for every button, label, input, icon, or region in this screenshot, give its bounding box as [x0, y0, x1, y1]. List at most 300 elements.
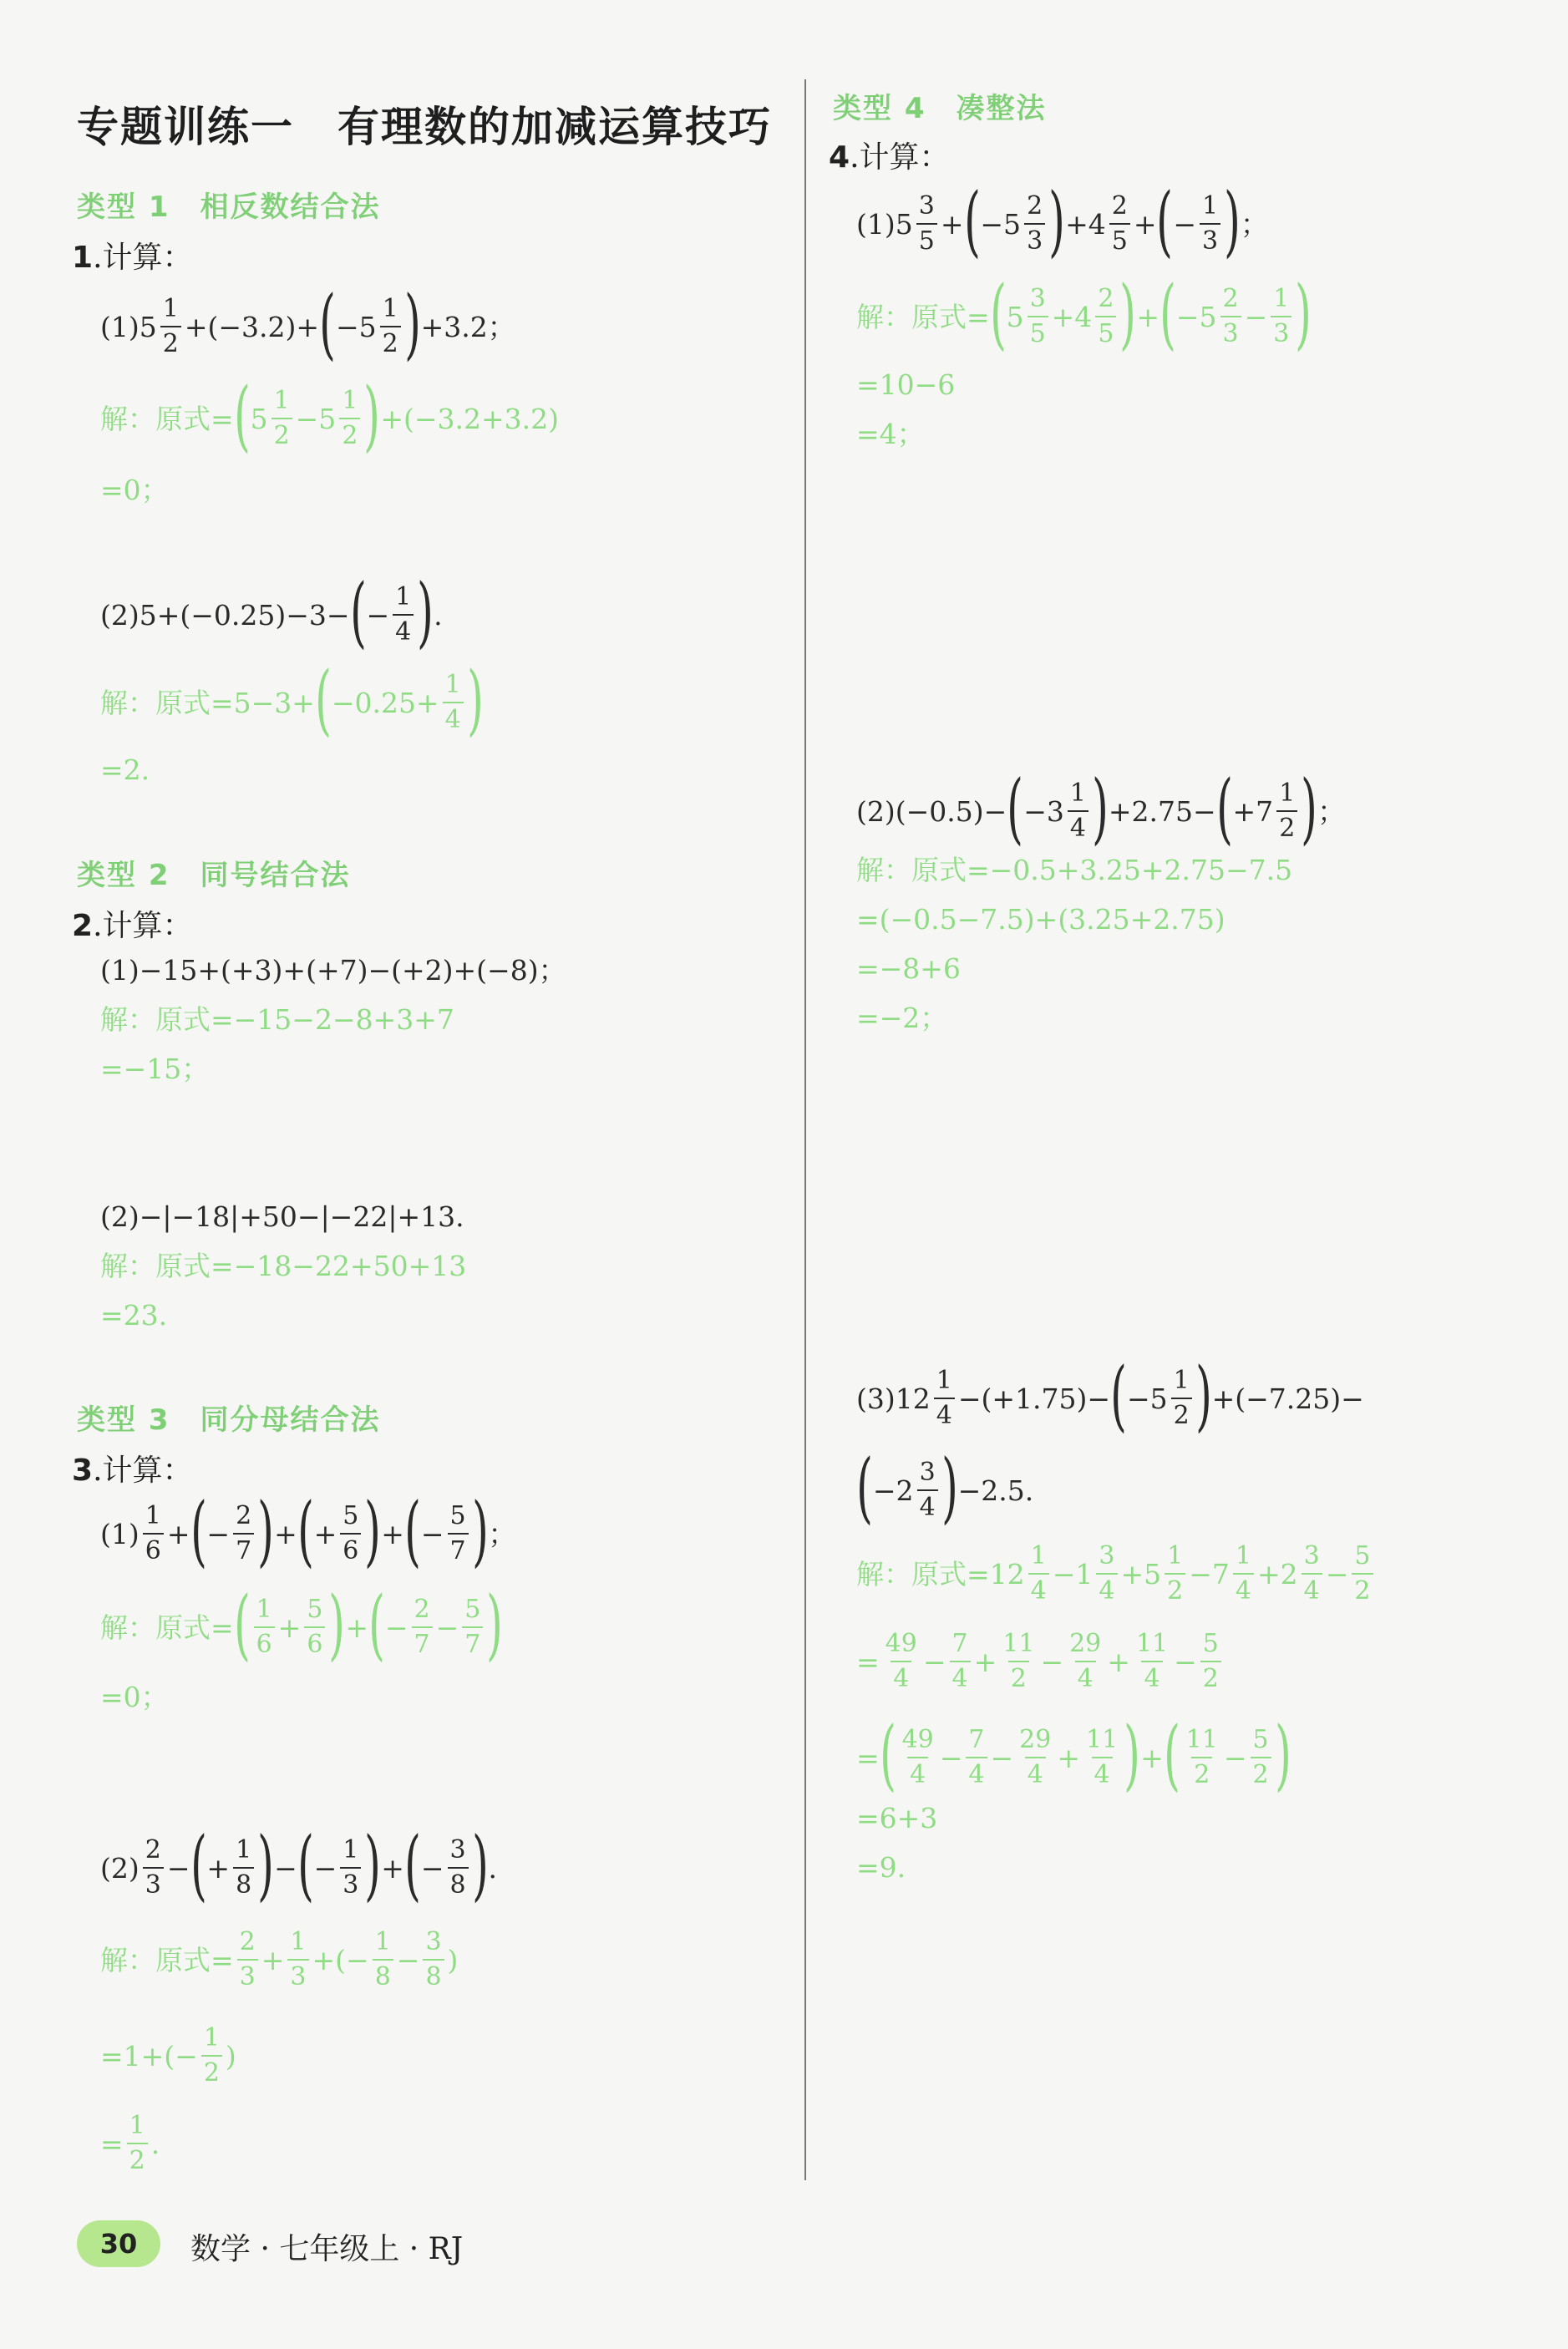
fraction [304, 1597, 325, 1657]
fraction [1109, 191, 1130, 256]
numerator: 3 [918, 191, 935, 221]
numerator: 1 [444, 670, 461, 699]
problem-text: − [420, 1517, 444, 1550]
left-paren: ( [349, 567, 367, 657]
fraction [233, 1501, 254, 1565]
fraction [1096, 1541, 1117, 1606]
denominator: 2 [160, 326, 181, 357]
question-prompt: .计算： [850, 140, 950, 175]
fraction [1251, 1725, 1271, 1789]
denominator: 2 [1251, 1757, 1271, 1788]
question-3-heading [72, 1447, 193, 1489]
solution-text: + [345, 1611, 368, 1644]
problem-text: −5 [1126, 1382, 1168, 1415]
denominator: 2 [1008, 1661, 1029, 1692]
solution-text: − [990, 1741, 1014, 1774]
problem-text: + [940, 207, 964, 241]
solution-text: = [100, 2127, 124, 2160]
problem-text: − [206, 1517, 231, 1550]
numerator: 5 [449, 1501, 466, 1530]
denominator: 5 [916, 223, 937, 254]
solution-text: + [277, 1611, 302, 1644]
denominator: 2 [1191, 1757, 1212, 1788]
right-paren: ) [1301, 764, 1318, 853]
fraction [917, 1460, 938, 1520]
problem-text: ； [1317, 794, 1346, 828]
solution-text: 解：原式=12 [856, 1557, 1025, 1591]
fraction [1271, 284, 1291, 348]
solution-2-1-step-2: =−15； [100, 1053, 210, 1085]
solution-text: − [1325, 1557, 1349, 1591]
problem-text: +7 [1232, 794, 1274, 828]
problem-3-1 [100, 1486, 516, 1575]
solution-2-1-step-1: 解：原式=−15−2−8+3+7 [100, 1003, 454, 1036]
problem-text: − [366, 598, 390, 632]
problem-2-2: (2)−|−18|+50−|−22|+13. [100, 1200, 464, 1233]
solution-text: − [939, 1741, 963, 1774]
denominator: 2 [339, 418, 360, 449]
solution-1-1-step-1 [100, 371, 559, 460]
solution-1-2-step-2: =2. [100, 753, 150, 786]
problem-text: + [1133, 207, 1157, 241]
denominator: 4 [1028, 1573, 1049, 1604]
denominator: 2 [1352, 1573, 1373, 1604]
solution-text: +(− [312, 1943, 369, 1976]
problem-text: −5 [980, 207, 1022, 241]
section-type-4: 类型 4 凑整法 [833, 92, 1047, 125]
numerator: 2 [1111, 191, 1128, 221]
numerator: 5 [343, 1501, 359, 1530]
problem-text: − [420, 1851, 444, 1885]
numerator: 1 [203, 2023, 220, 2052]
numerator: 29 [1069, 1629, 1102, 1658]
right-paren: ) [466, 655, 484, 744]
problem-text: +(−3.2)+ [184, 310, 320, 343]
question-prompt: .计算： [93, 241, 193, 275]
problem-text: ； [488, 1517, 516, 1550]
right-paren: ) [257, 1486, 274, 1575]
section-type-1: 类型 1 相反数结合法 [77, 190, 381, 224]
problem-1-2 [100, 567, 443, 657]
solution-4-3-step-1 [856, 1541, 1377, 1606]
solution-text: 解：原式=5−3+ [100, 686, 315, 719]
problem-text: −3 [1023, 794, 1064, 828]
denominator: 4 [917, 1489, 938, 1520]
left-paren: ( [1156, 176, 1174, 266]
denominator: 4 [1302, 1573, 1322, 1604]
fraction [380, 294, 401, 358]
denominator: 7 [448, 1533, 469, 1564]
problem-text: + [313, 1517, 337, 1550]
fraction [1028, 284, 1048, 348]
problem-text: + [274, 1517, 297, 1550]
fraction [1028, 1541, 1049, 1606]
right-paren: ) [403, 279, 421, 368]
solution-text: −5 [1175, 300, 1217, 333]
fraction [1067, 1631, 1104, 1692]
solution-text: + [1140, 1741, 1164, 1774]
solution-text: −5 [295, 402, 337, 435]
solution-text: − [1223, 1741, 1247, 1774]
fraction [448, 1835, 469, 1900]
problem-text: +(−7.25)− [1211, 1382, 1364, 1415]
numerator: 1 [936, 1366, 952, 1395]
solution-text: 5 [250, 402, 268, 435]
left-paren: ( [963, 176, 981, 266]
numerator: 1 [1167, 1541, 1184, 1570]
page-title: 专题训练一 有理数的加减运算技巧 [77, 102, 772, 151]
denominator: 6 [304, 1626, 325, 1657]
problem-1-1 [100, 279, 515, 368]
solution-text: − [396, 1943, 420, 1976]
fraction [900, 1725, 936, 1789]
problem-text: −5 [335, 310, 377, 343]
problem-text: . [488, 1851, 497, 1885]
denominator: 3 [340, 1867, 361, 1898]
solution-4-2-step-3: =−8+6 [856, 952, 961, 985]
denominator: 3 [287, 1959, 308, 1990]
left-paren: ( [233, 371, 251, 460]
numerator: 29 [1019, 1725, 1052, 1754]
numerator: 2 [1027, 191, 1043, 221]
solution-3-1-step-1 [100, 1580, 504, 1669]
numerator: 1 [1173, 1366, 1190, 1395]
problem-text: (1)5 [856, 207, 913, 241]
fraction [1095, 284, 1116, 348]
solution-text: = [856, 1741, 880, 1774]
numerator: 1 [1279, 779, 1296, 808]
problem-text: (1)5 [100, 310, 157, 343]
problem-4-2 [856, 764, 1346, 853]
problem-text: − [313, 1851, 337, 1885]
question-prompt: .计算： [93, 1454, 193, 1488]
solution-text: . [150, 2127, 160, 2160]
denominator: 3 [1024, 223, 1045, 254]
numerator: 1 [1202, 191, 1219, 221]
solution-text: + [1057, 1741, 1080, 1774]
problem-text: +3.2； [420, 310, 515, 343]
fraction [254, 1597, 275, 1657]
fraction [271, 388, 292, 449]
question-number: 2 [72, 909, 94, 943]
fraction [1171, 1368, 1192, 1428]
denominator: 8 [233, 1867, 254, 1898]
solution-text: − [1244, 300, 1268, 333]
denominator: 3 [143, 1867, 164, 1898]
fraction [340, 1835, 361, 1900]
section-type-3: 类型 3 同分母结合法 [77, 1403, 381, 1437]
fraction [201, 2023, 222, 2088]
numerator: 2 [1098, 284, 1114, 313]
numerator: 5 [1202, 1629, 1219, 1658]
denominator: 5 [1095, 316, 1116, 347]
numerator: 1 [342, 386, 358, 415]
left-paren: ( [297, 1486, 314, 1575]
section-type-2: 类型 2 同号结合法 [77, 859, 351, 892]
solution-text: + [973, 1645, 997, 1678]
fraction [966, 1725, 987, 1789]
numerator: 2 [239, 1927, 256, 1956]
right-paren: ) [486, 1580, 504, 1669]
fraction [339, 388, 360, 449]
right-paren: ) [257, 1820, 274, 1910]
right-paren: ) [417, 567, 434, 657]
numerator: 1 [343, 1835, 359, 1864]
right-paren: ) [364, 1820, 382, 1910]
left-paren: ( [856, 1443, 873, 1532]
solution-text: − [922, 1645, 946, 1678]
right-paren: ) [328, 1580, 346, 1669]
solution-4-3-step-3 [856, 1710, 1291, 1799]
right-paren: ) [1048, 176, 1065, 266]
solution-4-3-step-4: =6+3 [856, 1802, 938, 1834]
numerator: 3 [1029, 284, 1046, 313]
problem-4-3-line-2 [856, 1443, 1034, 1532]
solution-text: 5 [1006, 300, 1024, 333]
fraction [883, 1631, 920, 1692]
right-paren: ) [1224, 176, 1241, 266]
problem-2-1: (1)−15+(+3)+(+7)−(+2)+(−8)； [100, 954, 566, 987]
numerator: 5 [1252, 1725, 1269, 1754]
numerator: 2 [1222, 284, 1239, 313]
problem-text: +4 [1065, 207, 1106, 241]
denominator: 2 [1200, 1661, 1221, 1692]
problem-text: + [381, 1851, 404, 1885]
solution-2-2-step-2: =23. [100, 1299, 168, 1332]
numerator: 11 [1002, 1629, 1035, 1658]
fraction [127, 2113, 148, 2174]
right-paren: ) [941, 1443, 958, 1532]
fraction [1233, 1541, 1254, 1606]
fraction [1302, 1541, 1322, 1606]
solution-text: +(−3.2+3.2) [380, 402, 559, 435]
left-paren: ( [1160, 269, 1176, 358]
fraction [1352, 1541, 1373, 1606]
solution-text: −1 [1052, 1557, 1094, 1591]
fraction [143, 1835, 164, 1900]
denominator: 4 [1025, 1757, 1046, 1788]
numerator: 3 [1099, 1541, 1115, 1570]
problem-text: + [206, 1851, 231, 1885]
numerator: 1 [1235, 1541, 1251, 1570]
numerator: 1 [1273, 284, 1290, 313]
denominator: 2 [201, 2055, 222, 2086]
problem-text: (2) [100, 1851, 140, 1885]
solution-3-2-step-3 [100, 2113, 160, 2174]
fraction [950, 1631, 971, 1692]
denominator: 4 [950, 1661, 971, 1692]
fraction [1200, 191, 1220, 256]
numerator: 1 [145, 1501, 161, 1530]
numerator: 3 [919, 1458, 936, 1487]
fraction [340, 1501, 361, 1565]
fraction [1276, 781, 1297, 841]
question-1-heading [72, 234, 193, 277]
left-paren: ( [1163, 1710, 1180, 1799]
denominator: 8 [373, 1959, 393, 1990]
right-paren: ) [364, 1486, 382, 1575]
solution-text: − [1040, 1645, 1064, 1678]
solution-text: − [384, 1611, 408, 1644]
solution-4-1-step-1 [856, 269, 1312, 358]
right-paren: ) [471, 1486, 489, 1575]
solution-4-3-step-5: =9. [856, 1851, 906, 1884]
denominator: 8 [448, 1867, 469, 1898]
column-divider [804, 79, 806, 2180]
problem-3-2 [100, 1820, 497, 1910]
fraction [462, 1597, 483, 1657]
fraction [1200, 1631, 1221, 1692]
numerator: 3 [1303, 1541, 1320, 1570]
numerator: 1 [236, 1835, 252, 1864]
denominator: 4 [907, 1757, 928, 1788]
right-paren: ) [363, 371, 381, 460]
left-paren: ( [233, 1580, 251, 1669]
question-prompt: .计算： [93, 909, 193, 943]
fraction [1134, 1631, 1170, 1692]
left-paren: ( [404, 1486, 421, 1575]
numerator: 3 [425, 1927, 442, 1956]
numerator: 1 [290, 1927, 307, 1956]
left-paren: ( [1110, 1351, 1127, 1440]
left-paren: ( [1215, 764, 1233, 853]
left-paren: ( [190, 1820, 207, 1910]
problem-text: + [381, 1517, 404, 1550]
solution-4-2-step-2: =(−0.5−7.5)+(3.25+2.75) [856, 903, 1225, 936]
fraction [916, 191, 937, 256]
right-paren: ) [1295, 269, 1312, 358]
solution-1-2-step-1 [100, 655, 484, 744]
solution-4-2-step-1: 解：原式=−0.5+3.25+2.75−7.5 [856, 854, 1293, 886]
denominator: 5 [1109, 223, 1130, 254]
numerator: 3 [449, 1835, 466, 1864]
denominator: 4 [934, 1398, 955, 1428]
solution-text: − [1174, 1645, 1197, 1678]
right-paren: ) [1195, 1351, 1212, 1440]
right-paren: ) [1274, 1710, 1291, 1799]
numerator: 1 [162, 294, 179, 323]
denominator: 3 [1271, 316, 1291, 347]
denominator: 2 [1171, 1398, 1192, 1428]
denominator: 2 [127, 2143, 148, 2174]
solution-text: +2 [1257, 1557, 1298, 1591]
solution-text: =1+(− [100, 2039, 198, 2072]
fraction [412, 1597, 433, 1657]
numerator: 2 [414, 1595, 430, 1624]
fraction [1024, 191, 1045, 256]
fraction [373, 1927, 393, 1991]
solution-text: 解：原式= [856, 300, 990, 333]
fraction [393, 582, 414, 647]
denominator: 7 [233, 1533, 254, 1564]
book-info: 数学 · 七年级上 · RJ [190, 2232, 464, 2266]
right-paren: ) [1119, 269, 1137, 358]
left-paren: ( [190, 1486, 207, 1575]
solution-text: ) [225, 2039, 236, 2072]
numerator: 7 [951, 1629, 968, 1658]
denominator: 6 [254, 1626, 275, 1657]
right-paren: ) [1124, 1710, 1141, 1799]
problem-text: − [166, 1851, 190, 1885]
problem-text: +2.75− [1108, 794, 1216, 828]
problem-text: (2)5+(−0.25)−3− [100, 598, 350, 632]
solution-text: 解：原式= [100, 1611, 234, 1644]
left-paren: ( [319, 279, 336, 368]
fraction [1017, 1725, 1053, 1789]
question-2-heading [72, 902, 193, 945]
numerator: 1 [129, 2111, 145, 2140]
solution-text: 解：原式= [100, 1943, 234, 1976]
numerator: 1 [273, 386, 290, 415]
solution-4-2-step-4: =−2； [856, 1002, 948, 1034]
solution-4-3-step-2 [856, 1631, 1225, 1692]
solution-text: −0.25+ [331, 686, 439, 719]
fraction [934, 1368, 955, 1428]
numerator: 1 [256, 1595, 272, 1624]
numerator: 49 [901, 1725, 934, 1754]
denominator: 4 [1075, 1661, 1096, 1692]
fraction [448, 1501, 469, 1565]
fraction [1220, 284, 1241, 348]
fraction [423, 1927, 444, 1991]
denominator: 2 [380, 326, 401, 357]
solution-text: + [1107, 1645, 1130, 1678]
denominator: 3 [1200, 223, 1220, 254]
denominator: 2 [271, 418, 292, 449]
numerator: 11 [1086, 1725, 1119, 1754]
denominator: 6 [340, 1533, 361, 1564]
numerator: 2 [236, 1501, 252, 1530]
question-number: 1 [72, 241, 94, 275]
fraction [1184, 1725, 1220, 1789]
numerator: 5 [464, 1595, 481, 1624]
solution-text: ) [447, 1943, 459, 1976]
solution-text: −7 [1189, 1557, 1230, 1591]
left-paren: ( [404, 1820, 421, 1910]
numerator: 11 [1135, 1629, 1169, 1658]
fraction [1165, 1541, 1185, 1606]
problem-text: −2 [872, 1474, 914, 1507]
denominator: 7 [462, 1626, 483, 1657]
problem-text: (3)12 [856, 1382, 931, 1415]
solution-4-1-step-2: =10−6 [856, 368, 956, 401]
fraction [1083, 1725, 1120, 1789]
denominator: 4 [891, 1661, 911, 1692]
problem-text: (1) [100, 1517, 140, 1550]
numerator: 1 [1069, 779, 1086, 808]
left-paren: ( [1007, 764, 1024, 853]
question-number: 4 [829, 140, 850, 175]
numerator: 1 [374, 1927, 391, 1956]
solution-3-2-step-2 [100, 2023, 236, 2088]
problem-text: − [274, 1851, 297, 1885]
solution-3-1-step-2: =0； [100, 1681, 169, 1713]
problem-4-1 [856, 176, 1269, 266]
denominator: 4 [1068, 810, 1088, 841]
solution-text: + [261, 1943, 285, 1976]
fraction [443, 672, 464, 733]
problem-4-3-line-1 [856, 1351, 1364, 1440]
question-4-heading [829, 134, 950, 176]
numerator: 5 [307, 1595, 323, 1624]
left-paren: ( [879, 1710, 896, 1799]
denominator: 4 [1096, 1573, 1117, 1604]
problem-text: . [434, 598, 443, 632]
denominator: 4 [1141, 1661, 1162, 1692]
denominator: 4 [393, 614, 414, 645]
numerator: 11 [1185, 1725, 1218, 1754]
fraction [233, 1835, 254, 1900]
